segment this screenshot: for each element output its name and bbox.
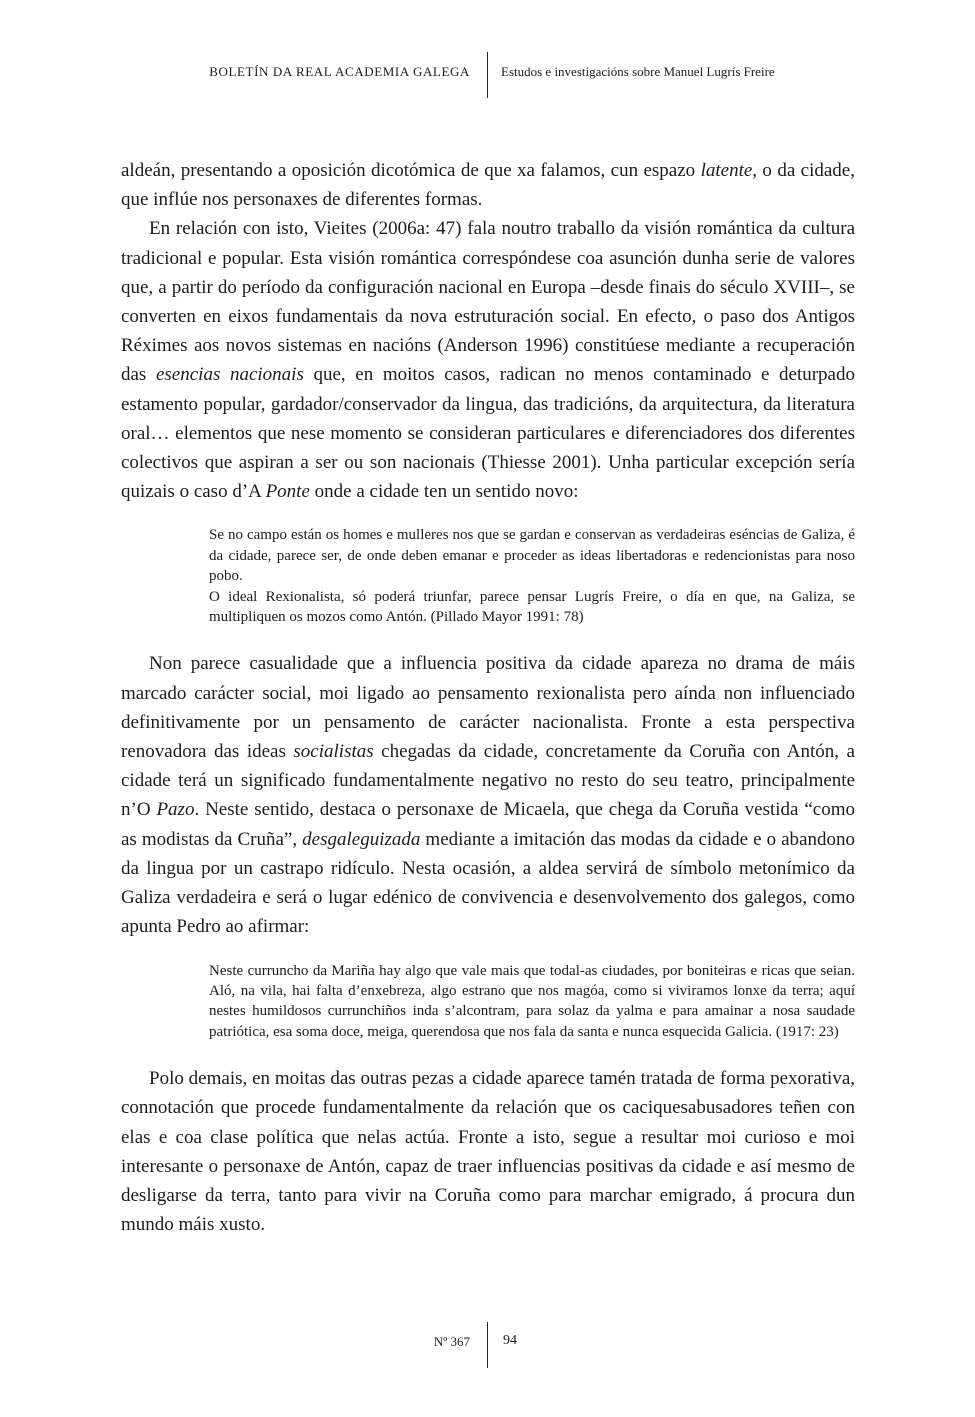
- italic-title: Ponte: [265, 481, 310, 503]
- text-run: chegadas da cidade, concretamente da Coruña con Antón, a cidade terá un significado fundamentalmente negativo no resto do seu teatro, principalmente n’O: [121, 741, 855, 821]
- italic-term: esencias nacionais: [155, 364, 304, 386]
- italic-term: socialistas: [293, 741, 374, 763]
- quote-1-line-1: Se no campo están os homes e mulleres nos que se gardan e conservan as verdadeiras eséncias de Galiza, é da cidade, parece ser, de onde deben emanar e proceder as ideas libertadoras e redencionistas para noso pobo.: [209, 527, 855, 585]
- paragraph-1: [121, 156, 855, 214]
- paragraph-4: Polo demais, en moitas das outras pezas a cidade aparece tamén tratada de forma pexorativa, connotación que procede fundamentalmente da relación que os caciquesabusadores teñen con elas e coa clase política que nelas actúa. Fronte a isto, segue a resultar moi curioso e moi interesante o personaxe de Antón, capaz de traer influencias positivas da cidade e así mesmo de desligarse da terra, tanto para vivir na Coruña como para marchar emigrado, á procura dun mundo máis xusto.: [121, 1068, 855, 1236]
- page-number: 94: [503, 1333, 517, 1348]
- italic-term: latente: [700, 160, 753, 181]
- journal-title: BOLETÍN DA REAL ACADEMIA GALEGA: [209, 64, 470, 79]
- section-title: Estudos e investigacións sobre Manuel Lugrís Freire: [501, 64, 775, 79]
- article-body: [121, 156, 855, 1239]
- italic-term: desgaleguizada: [302, 828, 421, 850]
- text-run: que, en moitos casos, radican no menos contaminado e deturpado estamento popular, gardador/conservador da lingua, das tradicións, da arquitectura, da literatura oral… elementos que nese momento se consideran particulares e diferenciadores dos diferentes colectivos que aspiran a ser ou son nacionais (Thiesse 2001). Unha particular excepción sería quizais o caso d’A: [121, 364, 855, 503]
- italic-title: Pazo: [156, 799, 195, 821]
- text-run: aldeán, presentando a oposición dicotómica de que xa falamos, cun espazo: [121, 160, 701, 181]
- text-run: mediante a imitación das modas da cidade e o abandono da lingua por un castrapo ridículo. Nesta ocasión, a aldea servirá de símbolo metonímico da Galiza verdadeira e será o lugar edénico de convivencia e desenvolvemento dos galegos, como apunta Pedro ao afirmar:: [121, 828, 855, 938]
- footer-divider: [487, 1322, 488, 1368]
- paragraph-2: [121, 214, 855, 506]
- text-run: . Neste sentido, destaca o personaxe de Micaela, que chega da Coruña vestida “como as modistas da Cruña”,: [121, 799, 855, 850]
- paragraph-3: [121, 649, 855, 941]
- header-divider: [487, 52, 488, 98]
- block-quote-1: [209, 525, 855, 627]
- text-run: En relación con isto, Vieites (2006a: 47) fala noutro traballo da visión romántica da cultura tradicional e popular. Esta visión romántica correspóndese coa asunción dunha serie de valores que, a partir do período da configuración nacional en Europa –desde finais do século XVIII–, se converten en eixos fundamentais da nova estruturación social. En efecto, o paso dos Antigos Réximes aos novos sistemas en nacións (Anderson 1996) constitúese mediante a recuperación das: [121, 218, 855, 386]
- quote-2-text: Neste curruncho da Mariña hay algo que vale mais que todal-as ciudades, por boniteiras e ricas que seian. Aló, na vila, hai falta d’enxebreza, algo estrano que nos magóa, como si viviramos lonxe da terra; aquí nestes humildosos currunchiños inda s’alcontram, para solaz da yalma e para amainar a nosa saudade patriótica, esa soma doce, meiga, querendosa que nos fala da santa e nunca esquecida Galicia. (1917: 23): [209, 962, 855, 1040]
- text-run: Non parece casualidade que a influencia positiva da cidade apareza no drama de máis marcado carácter social, moi ligado ao pensamento rexionalista pero aínda non influenciado definitivamente por un pensamento de carácter nacionalista. Fronte a esta perspectiva renovadora das ideas: [121, 653, 855, 763]
- block-quote-2: [209, 961, 855, 1043]
- text-run: , o da cidade, que inflúe nos personaxes de diferentes formas.: [121, 160, 855, 211]
- text-run: onde a cidade ten un sentido novo:: [309, 481, 579, 503]
- issue-number: Nº 367: [433, 1334, 470, 1349]
- quote-1-line-2: O ideal Rexionalista, só poderá triunfar, parece pensar Lugrís Freire, o día en que, na Galiza, se multipliquen os mozos como Antón. (Pillado Mayor 1991: 78): [209, 588, 855, 626]
